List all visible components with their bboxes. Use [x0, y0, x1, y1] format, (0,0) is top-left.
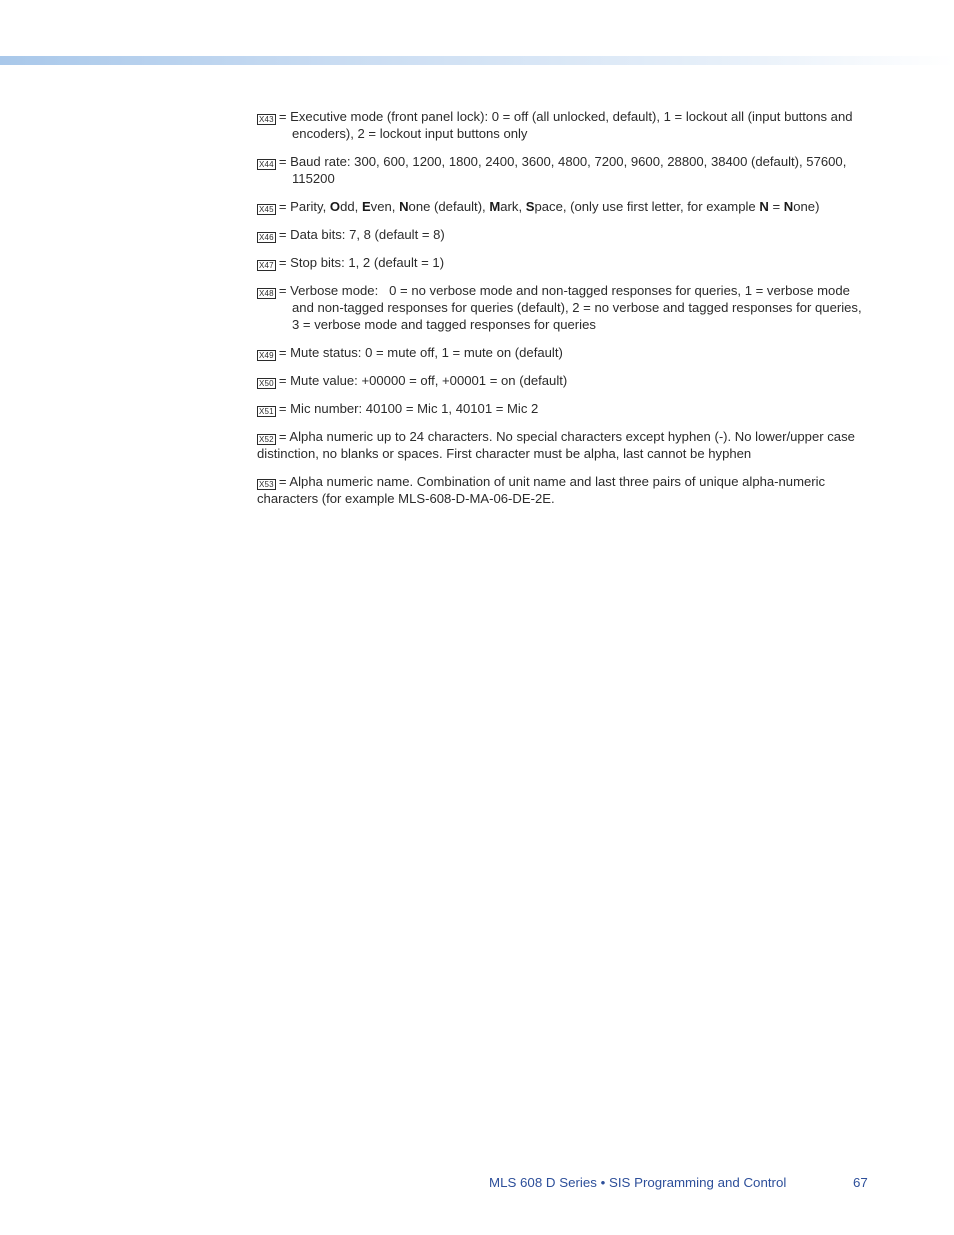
entry-text: = Mic number: 40100 = Mic 1, 40101 = Mic 2	[278, 401, 539, 416]
variable-badge: X52	[259, 435, 274, 444]
entry-x49	[257, 344, 862, 361]
entry-text: = Stop bits: 1, 2 (default = 1)	[278, 255, 445, 270]
entry-text: = Executive mode (front panel lock): 0 = off (all unlocked, default), 1 = lockout all (input buttons and encoders), 2 = lockout input buttons only	[278, 109, 853, 141]
footer-title: MLS 608 D Series • SIS Programming and Control	[489, 1175, 787, 1190]
entry-text: = Alpha numeric up to 24 characters. No special characters except hyphen (-). No lower/upper case distinction, no blanks or spaces. First character must be alpha, last cannot be hyphen	[257, 429, 855, 461]
variable-badge: X53	[259, 480, 274, 489]
variable-badge: X46	[259, 233, 274, 242]
entry-x50	[257, 372, 862, 389]
entry-x45	[257, 198, 862, 215]
entry-x52	[257, 428, 862, 462]
variable-badge: X47	[259, 261, 274, 270]
variable-badge: X49	[259, 351, 274, 360]
variable-badge: X50	[259, 379, 274, 388]
entry-text: = Alpha numeric name. Combination of unit name and last three pairs of unique alpha-numeric characters (for example MLS-608-D-MA-06-DE-2E.	[257, 474, 826, 506]
parity-text: = Parity, Odd, Even, None (default), Mark, Space, (only use first letter, for example N = None)	[278, 199, 820, 214]
variable-badge: X51	[259, 407, 274, 416]
header-gradient-bar	[0, 56, 954, 65]
entry-text: = Baud rate: 300, 600, 1200, 1800, 2400, 3600, 4800, 7200, 9600, 28800, 38400 (default), 57600, 115200	[278, 154, 847, 186]
variable-badge: X43	[259, 115, 274, 124]
entry-x44	[257, 153, 862, 187]
page-number: 67	[853, 1175, 868, 1190]
variable-badge: X48	[259, 289, 274, 298]
entry-text: = Mute value: +00000 = off, +00001 = on (default)	[278, 373, 568, 388]
entry-x48	[257, 282, 866, 333]
entry-x46	[257, 226, 862, 243]
entry-x53	[257, 473, 862, 507]
entry-text: = Mute status: 0 = mute off, 1 = mute on (default)	[278, 345, 563, 360]
variable-badge: X45	[259, 205, 274, 214]
entry-text: = Data bits: 7, 8 (default = 8)	[278, 227, 445, 242]
variable-badge: X44	[259, 160, 274, 169]
entry-x43	[257, 108, 862, 142]
entry-x51	[257, 400, 862, 417]
entry-x47	[257, 254, 862, 271]
variable-definitions	[257, 108, 866, 518]
entry-text: = Verbose mode: 0 = no verbose mode and non-tagged responses for queries, 1 = verbose mode and non-tagged responses for queries (default), 2 = no verbose and tagged responses for queries, 3 = verbose mode and tagged responses for queries	[278, 283, 866, 332]
